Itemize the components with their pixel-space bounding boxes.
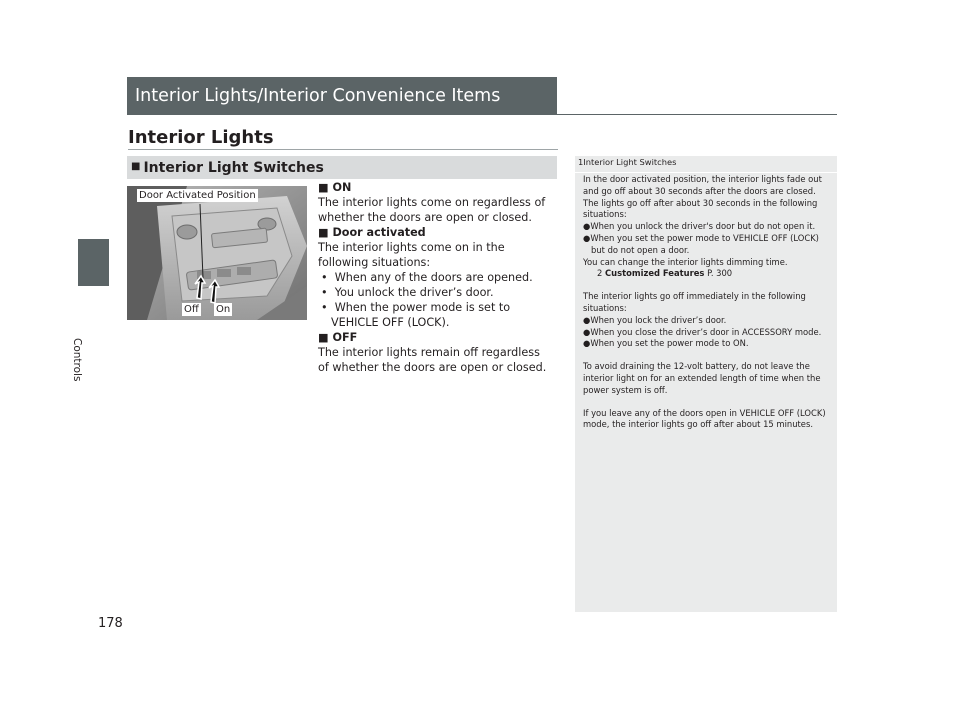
photo-caption-on: On	[216, 304, 231, 315]
list-item: ●When you close the driver’s door in ACCESSORY mode.	[583, 326, 822, 337]
arrow-icon: 2	[597, 268, 603, 279]
note-paragraph: In the door activated position, the interior lights fade out and go off about 30 seconds after the doors are closed.	[583, 174, 822, 196]
list-item-text: When you set the power mode to ON.	[590, 338, 749, 349]
door-heading	[318, 225, 553, 240]
switch-description	[318, 180, 553, 375]
section-title: Interior Lights	[128, 127, 274, 148]
square-bullet-icon: ■	[318, 226, 333, 239]
note-paragraph: To avoid draining the 12-volt battery, do not leave the interior light on for an extended length of time when the power system is off.	[583, 361, 821, 395]
list-item-text: When any of the doors are opened.	[334, 271, 533, 284]
on-heading	[318, 180, 553, 195]
title-rule	[557, 114, 837, 115]
list-item: ●When you set the power mode to VEHICLE OFF (LOCK) but do not open a door.	[583, 232, 819, 255]
subsection-bar	[127, 156, 557, 179]
list-item: ●When you lock the driver’s door.	[583, 314, 727, 325]
page-number: 178	[98, 616, 123, 631]
list-item: ●When you set the power mode to ON.	[583, 338, 749, 349]
note-body	[583, 174, 830, 431]
note-title-text: Interior Light Switches	[583, 157, 677, 167]
note-title	[578, 157, 676, 167]
note-paragraph: If you leave any of the doors open in VEHICLE OFF (LOCK) mode, the interior lights go off after about 15 minutes.	[583, 407, 826, 430]
note-paragraph: The lights go off after about 30 seconds in the following situations:	[583, 197, 818, 220]
cross-reference-page: P. 300	[707, 268, 733, 279]
photo-caption-door-activated: Door Activated Position	[139, 190, 256, 201]
chapter-title: Interior Lights/Interior Convenience Items	[135, 86, 501, 106]
note-marker-icon: 1	[578, 157, 584, 167]
list-item: ●When you unlock the driver's door but do not open it.	[583, 221, 816, 232]
on-text: The interior lights come on regardless of whether the doors are open or closed.	[318, 196, 546, 224]
spacer	[583, 397, 830, 408]
square-bullet-icon: ■	[131, 161, 141, 172]
off-heading	[318, 330, 553, 345]
note-paragraph: You can change the interior lights dimming time.	[583, 256, 788, 267]
on-heading-text: ON	[332, 181, 352, 194]
square-bullet-icon: ■	[318, 331, 333, 344]
cross-reference-link[interactable]	[583, 268, 830, 280]
list-item: • When any of the doors are opened.	[321, 271, 533, 284]
list-item-text: When the power mode is set to VEHICLE OFF (LOCK).	[331, 301, 511, 329]
cross-reference-label: Customized Features	[605, 268, 705, 279]
photo-caption-off: Off	[184, 304, 199, 315]
spacer	[583, 350, 830, 361]
overhead-console-illustration	[127, 186, 307, 320]
note-paragraph: The interior lights go off immediately in the following situations:	[583, 291, 806, 313]
list-item-text: When you unlock the driver's door but do not open it.	[590, 221, 816, 232]
note-rule	[575, 172, 837, 173]
off-text: The interior lights remain off regardless of whether the doors are open or closed.	[318, 346, 547, 374]
list-item: • You unlock the driver’s door.	[321, 286, 494, 299]
door-heading-text: Door activated	[332, 226, 426, 239]
interior-light-photo	[127, 186, 307, 320]
list-item-text: When you set the power mode to VEHICLE OFF (LOCK) but do not open a door.	[590, 232, 819, 255]
chapter-side-label: Controls	[71, 338, 83, 382]
list-item: • When the power mode is set to VEHICLE OFF (LOCK).	[321, 301, 511, 329]
list-item-text: When you lock the driver’s door.	[590, 314, 727, 325]
chapter-title-bar	[127, 77, 557, 115]
square-bullet-icon: ■	[318, 181, 333, 194]
section-rule	[128, 149, 558, 150]
list-item-text: You unlock the driver’s door.	[334, 286, 494, 299]
spacer	[583, 280, 830, 291]
off-heading-text: OFF	[332, 331, 358, 344]
chapter-side-tab	[78, 239, 109, 286]
list-item-text: When you close the driver’s door in ACCESSORY mode.	[590, 326, 822, 337]
subsection-title: Interior Light Switches	[143, 159, 324, 176]
door-text: The interior lights come on in the following situations:	[318, 241, 505, 269]
